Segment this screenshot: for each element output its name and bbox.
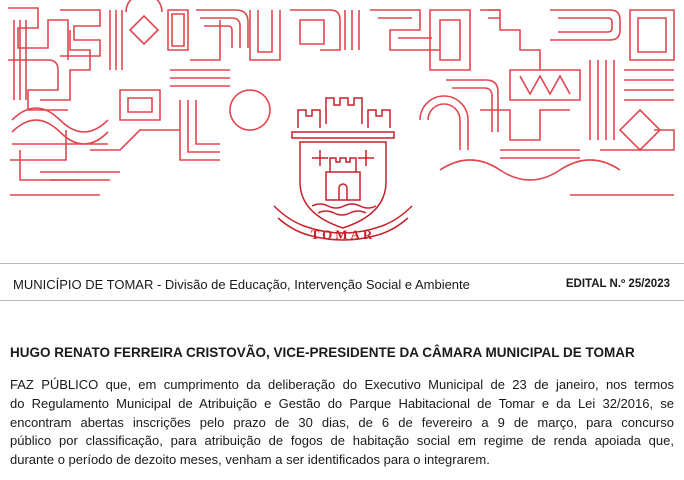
body-line: durante o período de dezoito meses, venham a ser identificados para o integrarem. — [10, 452, 490, 468]
crest-ribbon-text: TOMAR — [310, 227, 376, 242]
header-divider-top — [0, 263, 684, 264]
body-line: público por classificação, para atribuição de fogos de habitação social em regime de renda apoiada que, — [10, 433, 674, 449]
edital-number: EDITAL N.º 25/2023 — [565, 278, 670, 290]
notice-body — [10, 376, 674, 470]
header-divider-bottom — [0, 300, 684, 301]
body-line: encontram abertas inscrições pelo prazo de 30 dias, de 6 de fevereiro a 9 de março, para concurso — [10, 414, 674, 430]
document-heading: HUGO RENATO FERREIRA CRISTOVÃO, VICE-PRESIDENTE DA CÂMARA MUNICIPAL DE TOMAR — [10, 345, 635, 360]
department-title: MUNICÍPIO DE TOMAR - Divisão de Educação, Intervenção Social e Ambiente — [13, 277, 470, 292]
body-line: do Regulamento Municipal de Atribuição e Gestão do Parque Habitacional de Tomar e da Lei 32/2016, se — [10, 395, 674, 411]
body-line: FAZ PÚBLICO que, em cumprimento da deliberação do Executivo Municipal de 23 de janeiro, nos termos — [10, 377, 674, 392]
tomar-coat-of-arms — [268, 88, 418, 248]
